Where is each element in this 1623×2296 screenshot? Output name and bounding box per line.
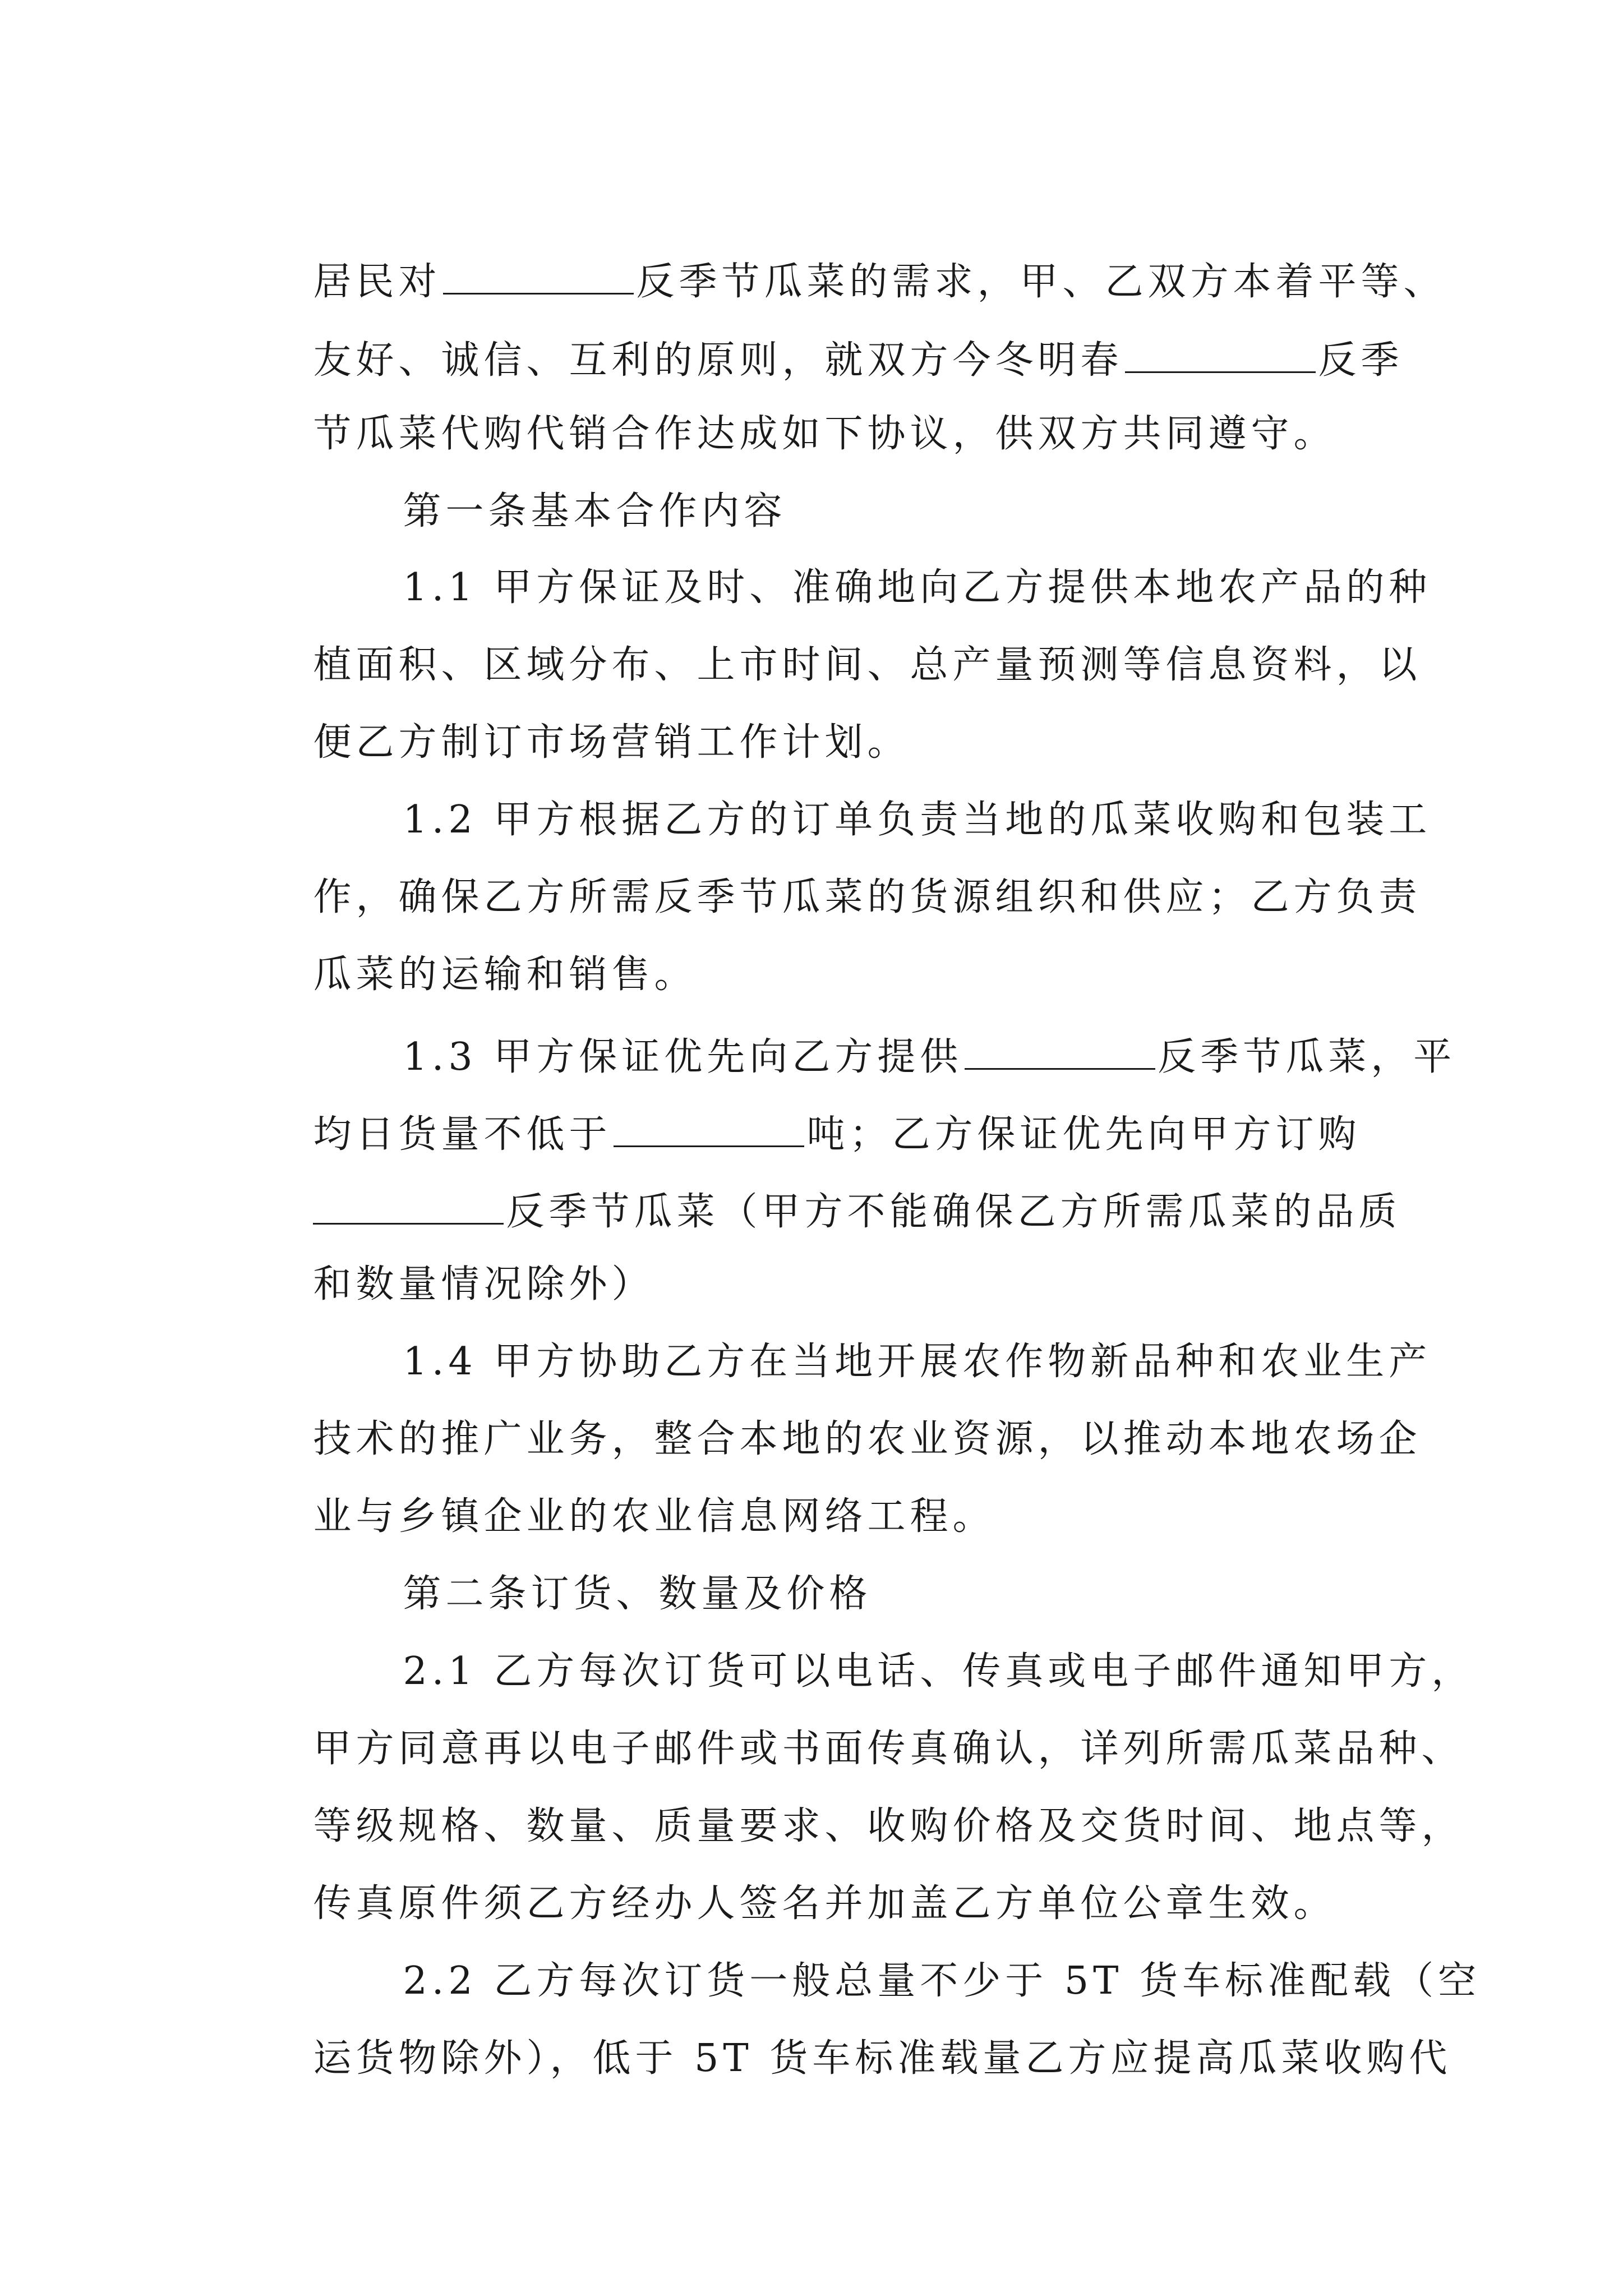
fill-blank	[1125, 337, 1316, 373]
line-text: 甲方同意再以电子邮件或书面传真确认，详列所需瓜菜品种、	[313, 1727, 1464, 1771]
line-text: 1.4 甲方协助乙方在当地开展农作物新品种和农业生产	[403, 1340, 1432, 1384]
line-text: 瓜菜的运输和销售。	[313, 953, 697, 997]
line-text: 反季节瓜菜的需求，甲、乙双方本着平等、	[636, 260, 1446, 304]
line-text: 均日货量不低于	[313, 1112, 612, 1157]
line-text: 传真原件须乙方经办人签名并加盖乙方单位公章生效。	[313, 1881, 1336, 1926]
fill-blank	[443, 258, 634, 295]
line-text: 反季节瓜菜（甲方不能确保乙方所需瓜菜的品质	[506, 1190, 1401, 1234]
line-text: 业与乡镇企业的农业信息网络工程。	[313, 1494, 995, 1539]
line-text: 技术的推广业务，整合本地的农业资源，以推动本地农场企	[313, 1417, 1422, 1461]
line-text: 居民对	[313, 260, 441, 304]
fill-blank	[965, 1033, 1155, 1070]
line-text: 运货物除外），低于 5T 货车标准载量乙方应提高瓜菜收购代	[313, 2036, 1452, 2081]
line-text: 友好、诚信、互利的原则，就双方今冬明春	[313, 338, 1123, 383]
line-text: 作，确保乙方所需反季节瓜菜的货源组织和供应；乙方负责	[313, 875, 1422, 919]
heading-text: 第一条基本合作内容	[403, 489, 787, 533]
line-text: 便乙方制订市场营销工作计划。	[313, 720, 910, 765]
fill-blank	[313, 1188, 504, 1225]
line-text: 植面积、区域分布、上市时间、总产量预测等信息资料，以	[313, 643, 1422, 687]
line-text: 1.2 甲方根据乙方的订单负责当地的瓜菜收购和包装工	[403, 798, 1432, 842]
line-text: 等级规格、数量、质量要求、收购价格及交货时间、地点等，	[313, 1804, 1464, 1848]
line-text: 1.3 甲方保证优先向乙方提供	[403, 1035, 963, 1079]
text-line	[247, 2001, 1451, 2116]
fill-blank	[614, 1111, 804, 1147]
line-text: 2.1 乙方每次订货可以电话、传真或电子邮件通知甲方，	[403, 1649, 1474, 1694]
heading-text: 第二条订货、数量及价格	[403, 1572, 872, 1616]
line-text: 反季	[1318, 338, 1404, 383]
line-text: 和数量情况除外）	[313, 1262, 654, 1306]
line-text: 1.1 甲方保证及时、准确地向乙方提供本地农产品的种	[403, 565, 1432, 610]
line-text: 吨；乙方保证优先向甲方订购	[806, 1112, 1361, 1157]
line-text: 节瓜菜代购代销合作达成如下协议，供双方共同遵守。	[313, 412, 1336, 456]
line-text: 反季节瓜菜，平	[1158, 1035, 1456, 1079]
line-text: 2.2 乙方每次订货一般总量不少于 5T 货车标准配载（空	[403, 1959, 1481, 2003]
